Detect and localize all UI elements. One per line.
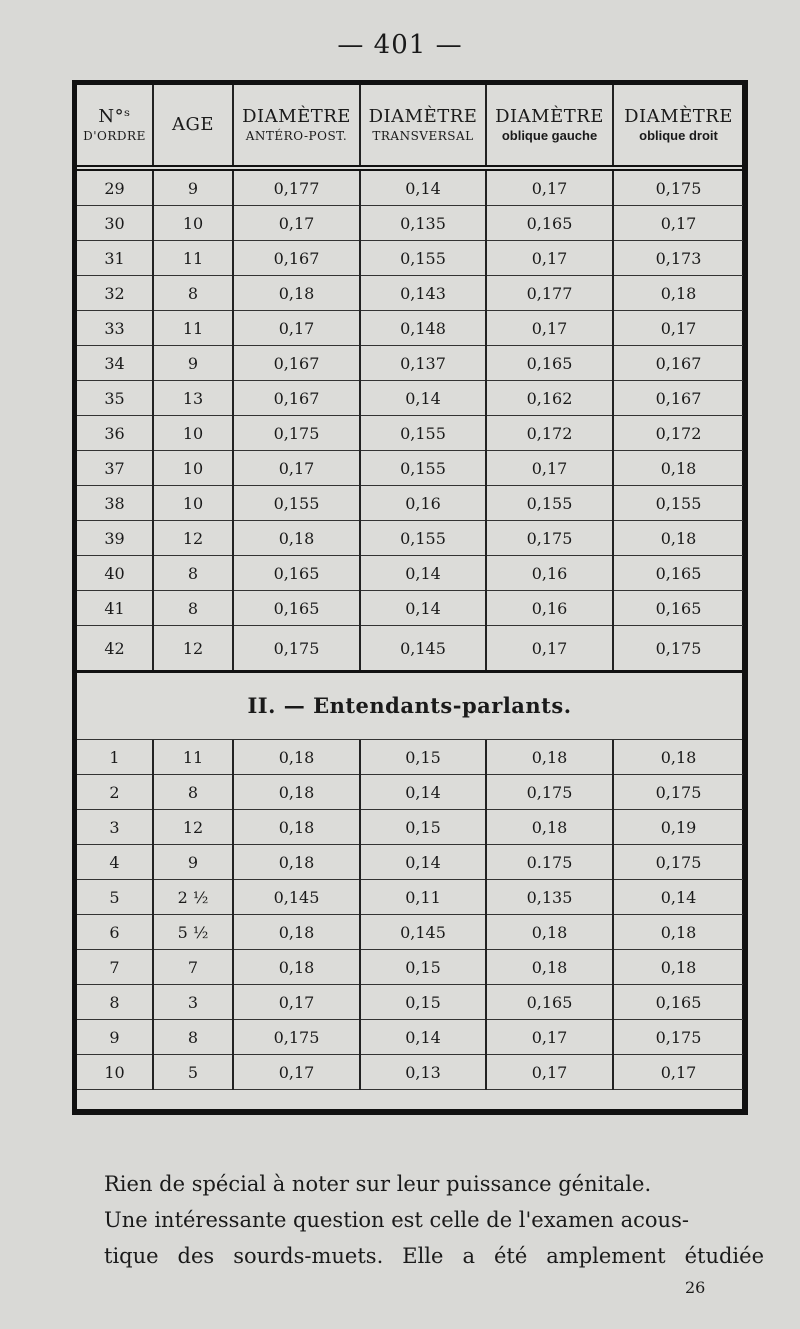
table-cell: 5 ½ bbox=[153, 915, 233, 950]
table-cell: 0,18 bbox=[233, 810, 360, 845]
paragraph-line-3: tique des sourds-muets. Elle a été amplement étudiée bbox=[104, 1244, 764, 1268]
table-cell: 0,18 bbox=[613, 521, 743, 556]
table-cell: 33 bbox=[77, 311, 153, 346]
column-header-subtitle: oblique droit bbox=[639, 128, 718, 144]
table-row bbox=[77, 775, 743, 810]
table-cell: 0,17 bbox=[613, 311, 743, 346]
table-cell: 7 bbox=[77, 950, 153, 985]
table-cell: 8 bbox=[153, 591, 233, 626]
table-cell: 10 bbox=[153, 206, 233, 241]
table-row bbox=[77, 521, 743, 556]
table-cell: 0,135 bbox=[360, 206, 486, 241]
table-row bbox=[77, 486, 743, 521]
column-header-subtitle: TRANSVERSAL bbox=[372, 128, 474, 143]
table-row bbox=[77, 416, 743, 451]
table-cell: 0,17 bbox=[233, 206, 360, 241]
column-header-3 bbox=[233, 85, 360, 168]
column-header-4 bbox=[360, 85, 486, 168]
table-cell: 0,175 bbox=[233, 1020, 360, 1055]
table-cell: 0,18 bbox=[486, 950, 613, 985]
table-row bbox=[77, 740, 743, 775]
table-cell: 0,165 bbox=[613, 985, 743, 1020]
column-header-title: DIAMÈTRE bbox=[368, 106, 478, 128]
table-cell: 30 bbox=[77, 206, 153, 241]
table-cell: 0,167 bbox=[613, 381, 743, 416]
table-cell: 9 bbox=[153, 346, 233, 381]
table-cell: 8 bbox=[153, 775, 233, 810]
table-cell: 0,17 bbox=[233, 1055, 360, 1090]
table-cell: 0,18 bbox=[613, 950, 743, 985]
table-cell: 0,135 bbox=[486, 880, 613, 915]
table-row bbox=[77, 346, 743, 381]
table-cell: 12 bbox=[153, 626, 233, 671]
table-cell: 0,175 bbox=[486, 521, 613, 556]
table-cell: 0,14 bbox=[360, 1020, 486, 1055]
table-cell: 0,165 bbox=[486, 985, 613, 1020]
table-cell: 0,175 bbox=[613, 168, 743, 206]
table-cell: 0,172 bbox=[486, 416, 613, 451]
column-header-6 bbox=[613, 85, 743, 168]
column-header-subtitle: ANTÉRO-POST. bbox=[245, 128, 348, 143]
table-row bbox=[77, 168, 743, 206]
table-cell: 0,14 bbox=[360, 591, 486, 626]
table-cell: 0,17 bbox=[486, 168, 613, 206]
table-cell: 0,167 bbox=[233, 346, 360, 381]
table-cell: 0,165 bbox=[613, 591, 743, 626]
table-row bbox=[77, 311, 743, 346]
table-cell: 2 bbox=[77, 775, 153, 810]
table-cell: 10 bbox=[153, 416, 233, 451]
table-row bbox=[77, 1055, 743, 1090]
table-cell: 2 ½ bbox=[153, 880, 233, 915]
table-cell: 10 bbox=[77, 1055, 153, 1090]
table-cell: 9 bbox=[153, 845, 233, 880]
table-row bbox=[77, 626, 743, 671]
table-cell: 0,18 bbox=[233, 845, 360, 880]
table-row bbox=[77, 810, 743, 845]
table-cell: 35 bbox=[77, 381, 153, 416]
table-cell: 0,14 bbox=[360, 775, 486, 810]
table-cell: 0,145 bbox=[360, 626, 486, 671]
header-row bbox=[77, 85, 743, 168]
table-cell: 0,143 bbox=[360, 276, 486, 311]
table-cell: 0,165 bbox=[233, 556, 360, 591]
table-cell: 0,16 bbox=[486, 556, 613, 591]
table-row bbox=[77, 1020, 743, 1055]
table-row bbox=[77, 206, 743, 241]
table-cell: 12 bbox=[153, 521, 233, 556]
table-cell: 0,15 bbox=[360, 810, 486, 845]
table-cell: 0,155 bbox=[233, 486, 360, 521]
table-cell: 0,175 bbox=[613, 775, 743, 810]
table-cell: 7 bbox=[153, 950, 233, 985]
table-row bbox=[77, 556, 743, 591]
table-cell: 0,148 bbox=[360, 311, 486, 346]
table-cell: 0,167 bbox=[233, 381, 360, 416]
table-cell: 0,14 bbox=[360, 381, 486, 416]
column-header-1 bbox=[77, 85, 153, 168]
table-cell: 0,155 bbox=[613, 486, 743, 521]
table-cell: 4 bbox=[77, 845, 153, 880]
table-cell: 42 bbox=[104, 638, 125, 658]
table-cell: 0,18 bbox=[233, 276, 360, 311]
table-cell: 6 bbox=[77, 915, 153, 950]
table-cell: 0,18 bbox=[613, 915, 743, 950]
table-row bbox=[77, 591, 743, 626]
table-cell: 38 bbox=[77, 486, 153, 521]
table-cell: 0,18 bbox=[486, 810, 613, 845]
table-cell: 8 bbox=[153, 276, 233, 311]
column-header-title: DIAMÈTRE bbox=[624, 105, 733, 127]
table-cell: 0,177 bbox=[233, 168, 360, 206]
table-cell: 0,14 bbox=[613, 880, 743, 915]
table-cell: 0,15 bbox=[360, 740, 486, 775]
table-cell: 0,17 bbox=[486, 1020, 613, 1055]
table-cell: 0,17 bbox=[233, 985, 360, 1020]
table-cell: 0,145 bbox=[233, 880, 360, 915]
table-cell: 0,14 bbox=[360, 556, 486, 591]
table-cell: 0,18 bbox=[233, 775, 360, 810]
table-row bbox=[77, 845, 743, 880]
table-cell: 5 bbox=[153, 1055, 233, 1090]
table-cell: 0,16 bbox=[486, 591, 613, 626]
table-cell: 0,17 bbox=[233, 451, 360, 486]
table-cell: 0,137 bbox=[360, 346, 486, 381]
table-cell: 0,162 bbox=[486, 381, 613, 416]
table-cell: 3 bbox=[77, 810, 153, 845]
section-two-body bbox=[77, 740, 743, 1090]
table-cell: 0,155 bbox=[360, 416, 486, 451]
table-cell: 8 bbox=[153, 1020, 233, 1055]
table-cell: 0,16 bbox=[360, 486, 486, 521]
table-cell: 0,175 bbox=[233, 626, 360, 671]
table-cell: 0,18 bbox=[613, 740, 743, 775]
table-cell: 1 bbox=[77, 740, 153, 775]
table-cell: 9 bbox=[77, 1020, 153, 1055]
table-cell: 10 bbox=[153, 451, 233, 486]
column-header-title: DIAMÈTRE bbox=[242, 106, 351, 128]
table-cell: 0,165 bbox=[233, 591, 360, 626]
table-cell: 40 bbox=[77, 556, 153, 591]
table-cell: 0,167 bbox=[233, 241, 360, 276]
page-number: — 401 — bbox=[337, 30, 463, 60]
table-cell: 0,17 bbox=[613, 206, 743, 241]
table-cell: 0,13 bbox=[360, 1055, 486, 1090]
table-cell: 0,17 bbox=[486, 1055, 613, 1090]
table-cell: 32 bbox=[77, 276, 153, 311]
column-header-title: N°ˢ bbox=[98, 106, 131, 128]
table-cell: 41 bbox=[77, 591, 153, 626]
table-cell: 0,17 bbox=[486, 241, 613, 276]
table-cell: 0.175 bbox=[486, 845, 613, 880]
table-cell: 0,155 bbox=[360, 241, 486, 276]
table-cell: 13 bbox=[153, 381, 233, 416]
table-cell: 11 bbox=[153, 740, 233, 775]
table-cell: 0,18 bbox=[233, 950, 360, 985]
table-cell: 11 bbox=[153, 241, 233, 276]
table-cell: 0,14 bbox=[360, 168, 486, 206]
table-cell: 5 bbox=[77, 880, 153, 915]
table-cell: 0,18 bbox=[233, 915, 360, 950]
table-cell: 0,18 bbox=[613, 276, 743, 311]
table-cell: 3 bbox=[153, 985, 233, 1020]
column-header-2 bbox=[153, 85, 233, 168]
table-cell: 0,167 bbox=[613, 346, 743, 381]
signature-mark: 26 bbox=[685, 1278, 706, 1297]
section-two-table bbox=[77, 740, 743, 1090]
paragraph-line-1: Rien de spécial à noter sur leur puissance génitale. bbox=[104, 1172, 652, 1196]
paragraph-line-2: Une intéressante question est celle de l'examen acous- bbox=[104, 1208, 689, 1232]
table-cell: 39 bbox=[77, 521, 153, 556]
table-cell: 8 bbox=[77, 985, 153, 1020]
column-header-subtitle: oblique gauche bbox=[501, 128, 598, 144]
table-cell: 0,17 bbox=[486, 311, 613, 346]
table-cell: 0,155 bbox=[486, 486, 613, 521]
table-cell: 0,175 bbox=[613, 1020, 743, 1055]
measurements-table bbox=[72, 80, 748, 1115]
table-cell: 0,18 bbox=[486, 740, 613, 775]
table-cell: 31 bbox=[77, 241, 153, 276]
section-one-body bbox=[77, 168, 743, 670]
table-row bbox=[77, 241, 743, 276]
table-cell: 9 bbox=[153, 168, 233, 206]
table-cell: 12 bbox=[153, 810, 233, 845]
table-cell: 0,14 bbox=[360, 845, 486, 880]
table-cell: 0,18 bbox=[233, 740, 360, 775]
table-cell: 0,17 bbox=[613, 1055, 743, 1090]
table-cell: 0,172 bbox=[613, 416, 743, 451]
table-row bbox=[77, 276, 743, 311]
column-header-title: DIAMÈTRE bbox=[495, 105, 604, 127]
table-cell: 0,165 bbox=[613, 556, 743, 591]
table-cell: 0,175 bbox=[613, 626, 743, 671]
table-cell: 0,17 bbox=[233, 311, 360, 346]
table-cell: 10 bbox=[153, 486, 233, 521]
table-cell: 0,155 bbox=[360, 521, 486, 556]
table-cell: 34 bbox=[77, 346, 153, 381]
table-cell: 0,18 bbox=[486, 915, 613, 950]
table-cell: 0,173 bbox=[613, 241, 743, 276]
table-cell: 0,175 bbox=[613, 845, 743, 880]
table-cell: 0,177 bbox=[486, 276, 613, 311]
table-row bbox=[77, 950, 743, 985]
table-cell: 11 bbox=[153, 311, 233, 346]
section-two-title: II. — Entendants-parlants. bbox=[77, 670, 742, 740]
table-cell: 37 bbox=[77, 451, 153, 486]
table-row bbox=[77, 451, 743, 486]
body-paragraph bbox=[104, 1166, 764, 1274]
table-row bbox=[77, 381, 743, 416]
table-cell: 0,18 bbox=[233, 521, 360, 556]
table-cell: 0,18 bbox=[613, 451, 743, 486]
table-cell: 0,11 bbox=[360, 880, 486, 915]
table-row bbox=[77, 880, 743, 915]
table-cell: 0,165 bbox=[486, 346, 613, 381]
column-header-5 bbox=[486, 85, 613, 168]
column-header-subtitle: D'ORDRE bbox=[83, 128, 146, 143]
section-one-table bbox=[77, 85, 743, 670]
table-cell: 0,165 bbox=[486, 206, 613, 241]
table-cell: 0,175 bbox=[233, 416, 360, 451]
column-header-title: AGE bbox=[171, 113, 215, 135]
table-cell: 8 bbox=[153, 556, 233, 591]
table-cell: 29 bbox=[77, 168, 153, 206]
table-cell: 0,15 bbox=[360, 950, 486, 985]
table-row bbox=[77, 915, 743, 950]
table-row bbox=[77, 985, 743, 1020]
table-cell: 36 bbox=[77, 416, 153, 451]
table-cell: 0,145 bbox=[360, 915, 486, 950]
table-cell: 0,155 bbox=[360, 451, 486, 486]
table-cell: 0,17 bbox=[486, 451, 613, 486]
table-cell: 0,19 bbox=[613, 810, 743, 845]
table-cell: 0,15 bbox=[360, 985, 486, 1020]
table-cell: 0,175 bbox=[486, 775, 613, 810]
table-cell: 0,17 bbox=[486, 626, 613, 671]
